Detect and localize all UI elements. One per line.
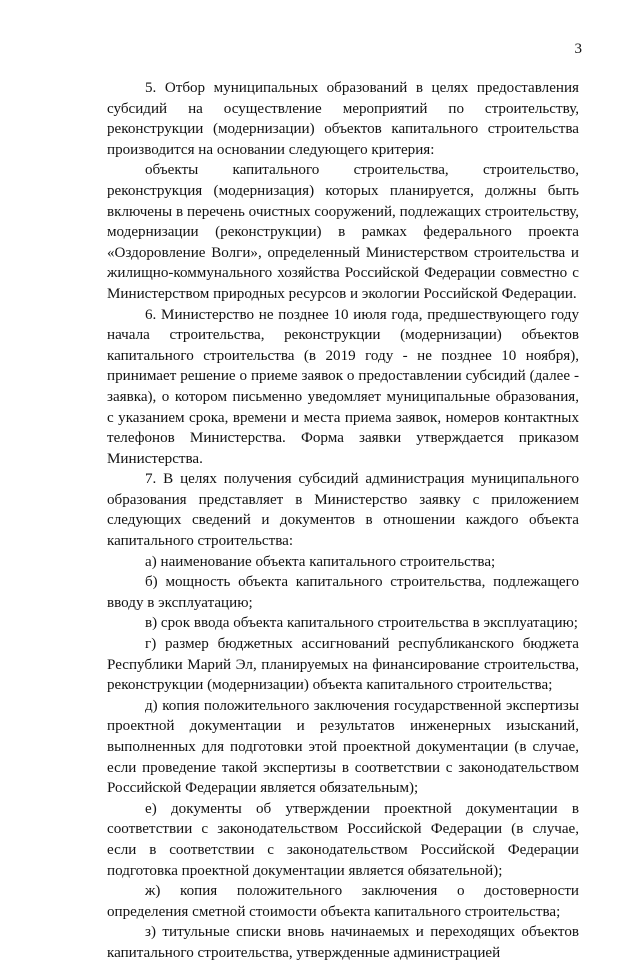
paragraph-5-selection: 5. Отбор муниципальных образований в целях предоставления субсидий на осуществление мероприятий по строительству, реконструкции (модернизации) объектов капитального строительства производится на основании следующего критерия: (107, 80, 579, 158)
list-item-e: е) документы об утверждении проектной документации в соответствии с законодательством Российской Федерации (в случае, если в соответствии с законодательством Российской Федерации подготовка проектной документации является обязательной); (107, 800, 579, 879)
paragraph-7-application: 7. В целях получения субсидий администрация муниципального образования представляет в Министерство заявку с приложением следующих сведений и документов в отношении каждого объекта капитального строительства: (107, 471, 579, 550)
list-item-v: в) срок ввода объекта капитального строительства в эксплуатацию; (145, 615, 578, 632)
list-item-z: з) титульные списки вновь начинаемых и переходящих объектов капитального строительства, утвержденные администрацией (107, 924, 579, 961)
paragraph-criterion: объекты капитального строительства, строительство, реконструкция (модернизация) которых планируется, должны быть включены в перечень очистных сооружений, подлежащих строительству, модернизации (реконструкции) в рамках федерального проекта «Оздоровление Волги», определенный Министерством строительства и жилищно-коммунального хозяйства Российской Федерации совместно с Министерством природных ресурсов и экологии Российской Федерации. (107, 162, 579, 302)
list-item-g: г) размер бюджетных ассигнований республиканского бюджета Республики Марий Эл, планируемых на финансирование строительства, реконструкции (модернизации) объекта капитального строительства; (107, 636, 579, 694)
paragraph-6-ministry-decision: 6. Министерство не позднее 10 июля года, предшествующего году начала строительства, реконструкции (модернизации) объектов капитального строительства (в 2019 году - не позднее 10 ноября), принимает решение о приеме заявок о предоставлении субсидий (далее - заявка), о котором письменно уведомляет муниципальные образования, с указанием срока, времени и места приема заявок, номеров контактных телефонов Министерства. Форма заявки утверждается приказом Министерства. (107, 306, 579, 467)
list-item-d: д) копия положительного заключения государственной экспертизы проектной документации и результатов инженерных изысканий, выполненных для подготовки этой проектной документации (в случае, если проведение такой экспертизы в соответствии с законодательством Российской Федерации является обязательным); (107, 697, 579, 797)
list-item-zh: ж) копия положительного заключения о достоверности определения сметной стоимости объекта капитального строительства; (107, 883, 579, 920)
list-item-b: б) мощность объекта капитального строительства, подлежащего вводу в эксплуатацию; (107, 574, 579, 611)
document-body (107, 78, 579, 964)
list-item-a: а) наименование объекта капитального строительства; (145, 553, 496, 570)
page-number: 3 (574, 41, 582, 57)
